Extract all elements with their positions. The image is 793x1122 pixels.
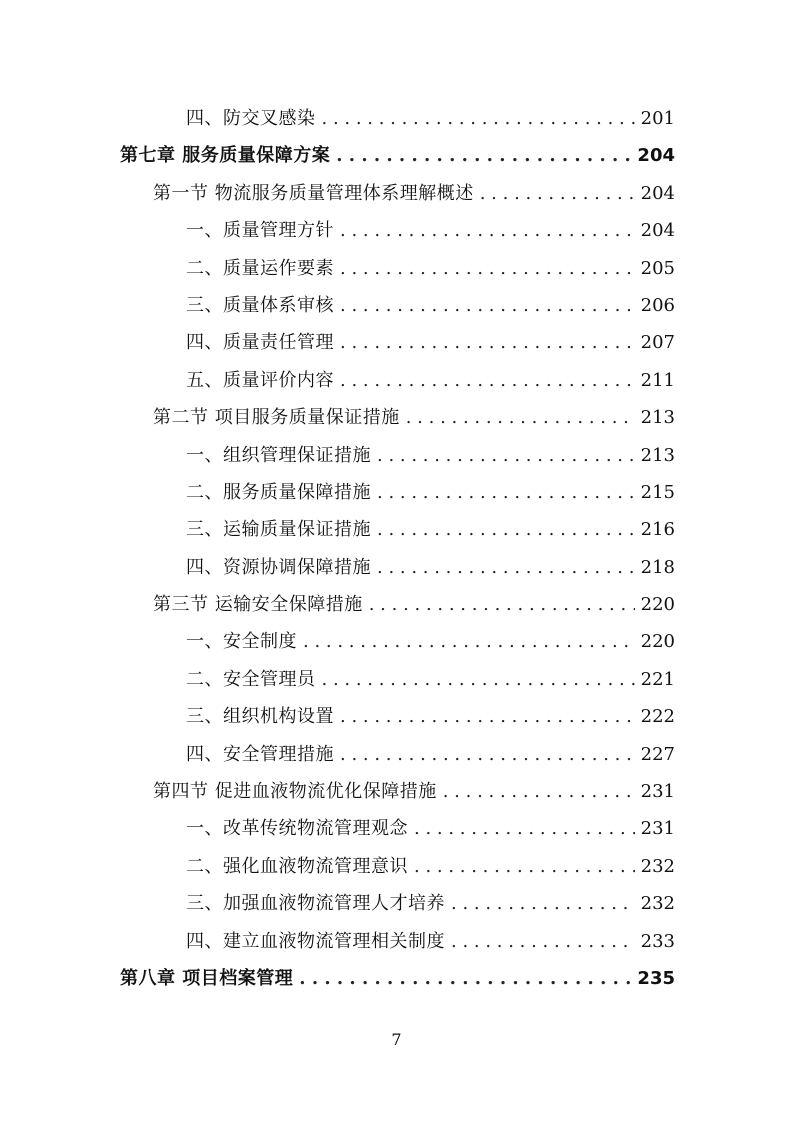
toc-entry-label: 四、质量责任管理: [186, 332, 334, 354]
toc-entry-label: 三、运输质量保证措施: [186, 519, 371, 541]
toc-entry-page: 233: [640, 930, 675, 952]
toc-entry[interactable]: [120, 586, 675, 623]
toc-entry-page: 206: [640, 294, 675, 316]
toc-leader-dots: [340, 698, 635, 735]
toc-leader-dots: [340, 324, 635, 361]
toc-entry-page: 221: [640, 668, 675, 690]
toc-entry-page: 211: [640, 369, 675, 391]
toc-entry-label: 第二节 项目服务质量保证措施: [153, 407, 400, 429]
toc-entry-label: 四、资源协调保障措施: [186, 556, 371, 578]
toc-entry[interactable]: [120, 848, 675, 885]
toc-entry-page: 232: [640, 893, 675, 915]
toc-leader-dots: [340, 287, 635, 324]
toc-entry-label: 二、强化血液物流管理意识: [186, 855, 408, 877]
table-of-contents: [120, 100, 675, 997]
toc-entry-page: 205: [640, 257, 675, 279]
toc-entry-label: 第七章 服务质量保障方案: [120, 145, 331, 167]
toc-leader-dots: [340, 212, 635, 249]
toc-entry-page: 231: [640, 781, 675, 803]
toc-leader-dots: [369, 586, 635, 623]
toc-entry-label: 五、质量评价内容: [186, 369, 334, 391]
toc-leader-dots: [480, 175, 635, 212]
toc-entry-page: 231: [640, 818, 675, 840]
toc-entry-label: 第三节 运输安全保障措施: [153, 594, 363, 616]
toc-entry-label: 一、组织管理保证措施: [186, 444, 371, 466]
toc-entry-page: 213: [640, 407, 675, 429]
toc-entry[interactable]: [120, 736, 675, 773]
toc-leader-dots: [451, 885, 635, 922]
toc-entry-label: 四、防交叉感染: [186, 108, 316, 129]
toc-entry-label: 第一节 物流服务质量管理体系理解概述: [153, 182, 474, 204]
toc-entry[interactable]: [120, 362, 675, 399]
toc-entry-page: 204: [637, 145, 675, 167]
toc-entry[interactable]: [120, 175, 675, 212]
toc-entry[interactable]: [120, 437, 675, 474]
toc-entry-page: 222: [640, 706, 675, 728]
toc-entry-label: 三、组织机构设置: [186, 706, 334, 728]
toc-entry-label: 一、改革传统物流管理观念: [186, 818, 408, 840]
toc-entry-page: 213: [640, 444, 675, 466]
toc-entry-label: 二、安全管理员: [186, 668, 316, 690]
toc-entry[interactable]: [120, 923, 675, 960]
toc-entry[interactable]: [120, 698, 675, 735]
toc-entry-page: 235: [637, 967, 675, 989]
toc-entry-page: 204: [640, 220, 675, 242]
toc-leader-dots: [377, 474, 635, 511]
toc-entry-page: 216: [640, 519, 675, 541]
toc-entry-label: 三、加强血液物流管理人才培养: [186, 893, 445, 915]
toc-entry[interactable]: [120, 623, 675, 660]
toc-entry[interactable]: [120, 885, 675, 922]
toc-entry-label: 一、质量管理方针: [186, 220, 334, 242]
toc-entry[interactable]: [120, 287, 675, 324]
toc-entry[interactable]: [120, 511, 675, 548]
toc-entry[interactable]: [120, 773, 675, 810]
page-number: 7: [391, 1030, 402, 1049]
toc-leader-dots: [406, 399, 635, 436]
toc-entry-label: 四、安全管理措施: [186, 743, 334, 765]
toc-entry-page: 227: [640, 743, 675, 765]
toc-leader-dots: [377, 511, 635, 548]
toc-entry-page: 207: [640, 332, 675, 354]
toc-leader-dots: [377, 549, 635, 586]
toc-entry[interactable]: [120, 960, 675, 997]
toc-entry[interactable]: [120, 137, 675, 174]
toc-entry[interactable]: [120, 250, 675, 287]
toc-entry[interactable]: [120, 661, 675, 698]
toc-leader-dots: [299, 960, 631, 997]
toc-entry[interactable]: [120, 212, 675, 249]
toc-entry[interactable]: [120, 810, 675, 847]
toc-entry-label: 四、建立血液物流管理相关制度: [186, 930, 445, 952]
toc-leader-dots: [340, 362, 635, 399]
toc-leader-dots: [322, 661, 635, 698]
toc-entry-page: 201: [640, 108, 675, 129]
toc-entry[interactable]: [120, 100, 675, 137]
toc-entry-page: 215: [640, 481, 675, 503]
toc-leader-dots: [377, 437, 635, 474]
toc-entry-label: 一、安全制度: [186, 631, 297, 653]
toc-entry-label: 二、质量运作要素: [186, 257, 334, 279]
toc-entry-page: 220: [640, 594, 675, 616]
toc-entry-label: 二、服务质量保障措施: [186, 481, 371, 503]
toc-entry-label: 三、质量体系审核: [186, 294, 334, 316]
toc-entry[interactable]: [120, 324, 675, 361]
toc-leader-dots: [340, 736, 635, 773]
toc-leader-dots: [340, 250, 635, 287]
toc-entry[interactable]: [120, 399, 675, 436]
toc-entry-page: 220: [640, 631, 675, 653]
toc-leader-dots: [414, 848, 635, 885]
toc-entry-page: 232: [640, 855, 675, 877]
toc-leader-dots: [443, 773, 635, 810]
toc-entry[interactable]: [120, 549, 675, 586]
toc-entry-label: 第四节 促进血液物流优化保障措施: [153, 781, 437, 803]
toc-entry-label: 第八章 项目档案管理: [120, 967, 294, 989]
toc-leader-dots: [303, 623, 635, 660]
toc-entry-page: 218: [640, 556, 675, 578]
toc-entry-page: 204: [640, 182, 675, 204]
toc-leader-dots: [322, 100, 635, 137]
toc-leader-dots: [451, 923, 635, 960]
toc-leader-dots: [336, 137, 631, 174]
toc-leader-dots: [414, 810, 635, 847]
toc-entry[interactable]: [120, 474, 675, 511]
